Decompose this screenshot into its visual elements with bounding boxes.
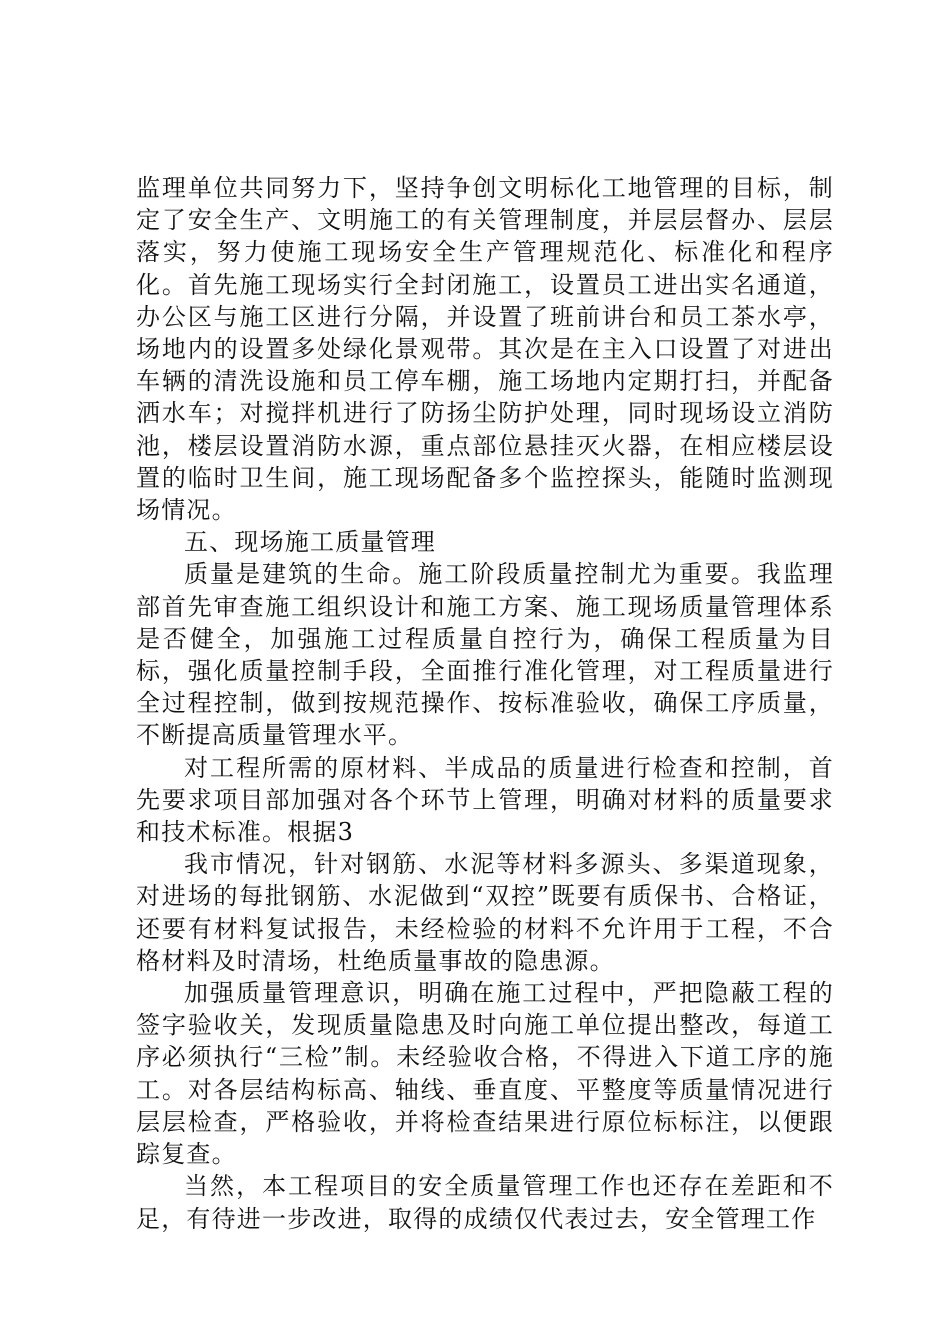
paragraph-local-situation: 我市情况，针对钢筋、水泥等材料多源头、多渠道现象，对进场的每批钢筋、水泥做到“双控”既要有质保书、合格证，还要有材料复试报告，未经检验的材料不允许用于工程，不合格材料及时清场，杜绝质量事故的隐患源。	[136, 850, 834, 975]
paragraph-quality-intro: 质量是建筑的生命。施工阶段质量控制尤为重要。我监理部首先审查施工组织设计和施工方案、施工现场质量管理体系是否健全，加强施工过程质量自控行为，确保工程质量为目标，强化质量控制手段，全面推行准化管理，对工程质量进行全过程控制，做到按规范操作、按标准验收，确保工序质量，不断提高质量管理水平。	[136, 560, 834, 750]
paragraph-conclusion: 当然，本工程项目的安全质量管理工作也还存在差距和不足，有待进一步改进，取得的成绩仅代表过去，安全管理工作	[136, 1172, 834, 1233]
paragraph-materials: 对工程所需的原材料、半成品的质量进行检查和控制，首先要求项目部加强对各个环节上管理，明确对材料的质量要求和技术标准。根据3	[136, 753, 834, 847]
section-heading: 五、现场施工质量管理	[184, 528, 436, 557]
paragraph-continued: 监理单位共同努力下，坚持争创文明标化工地管理的目标，制定了安全生产、文明施工的有关管理制度，并层层督办、层层落实，努力使施工现场安全生产管理规范化、标准化和程序化。首先施工现场实行全封闭施工，设置员工进出实名通道，办公区与施工区进行分隔，并设置了班前讲台和员工茶水亭，场地内的设置多处绿化景观带。其次是在主入口设置了对进出车辆的清洗设施和员工停车棚，施工场地内定期打扫，并配备洒水车；对搅拌机进行了防扬尘防护处理，同时现场设立消防池，楼层设置消防水源，重点部位悬挂灭火器，在相应楼层设置的临时卫生间，施工现场配备多个监控探头，能随时监测现场情况。	[136, 174, 834, 525]
document-body	[136, 172, 834, 1235]
paragraph-quality-awareness: 加强质量管理意识，明确在施工过程中，严把隐蔽工程的签字验收关，发现质量隐患及时向施工单位提出整改，每道工序必须执行“三检”制。未经验收合格，不得进入下道工序的施工。对各层结构标高、轴线、垂直度、平整度等质量情况进行层层检查，严格验收，并将检查结果进行原位标标注，以便跟踪复查。	[136, 979, 834, 1169]
